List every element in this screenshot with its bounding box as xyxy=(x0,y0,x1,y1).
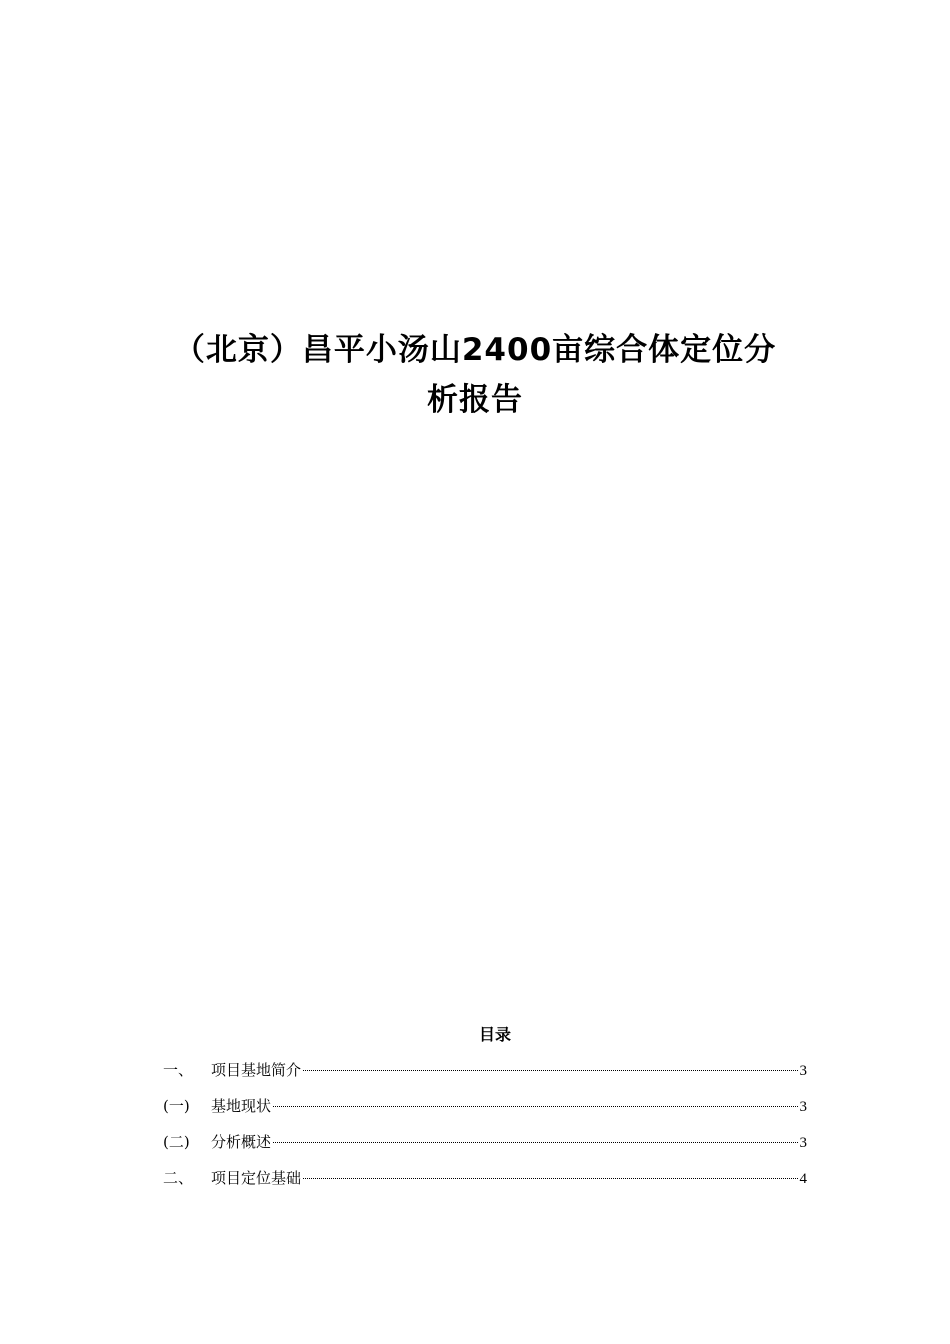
toc-entry-text: 项目定位基础 xyxy=(211,1169,302,1187)
title-line-2: 析报告 xyxy=(427,382,523,418)
toc-entry-page: 3 xyxy=(799,1063,807,1079)
toc-entry-number: (一) xyxy=(163,1097,190,1115)
toc-entry-page: 3 xyxy=(799,1099,807,1115)
toc-entry[interactable] xyxy=(163,1160,807,1196)
toc-entry-text: 项目基地简介 xyxy=(211,1061,302,1079)
toc-entry-page: 3 xyxy=(799,1135,807,1151)
toc-entry-text: 基地现状 xyxy=(211,1097,272,1115)
toc-list xyxy=(163,1052,807,1196)
toc-entry-number: (二) xyxy=(163,1133,190,1151)
dot-leader xyxy=(303,1177,797,1179)
document-title xyxy=(120,325,830,425)
dot-leader xyxy=(303,1069,797,1071)
title-line-1: （北京）昌平小汤山2400亩综合体定位分 xyxy=(173,332,777,368)
toc-entry-page: 4 xyxy=(799,1171,807,1187)
toc-entry-text: 分析概述 xyxy=(211,1133,272,1151)
toc-heading: 目录 xyxy=(478,1025,511,1044)
toc-entry[interactable] xyxy=(163,1052,807,1088)
dot-leader xyxy=(273,1105,797,1107)
toc-entry[interactable] xyxy=(163,1088,807,1124)
table-of-contents xyxy=(163,1018,807,1196)
toc-entry[interactable] xyxy=(163,1124,807,1160)
dot-leader xyxy=(273,1141,797,1143)
toc-entry-number: 一、 xyxy=(163,1061,194,1079)
toc-entry-number: 二、 xyxy=(163,1169,194,1187)
